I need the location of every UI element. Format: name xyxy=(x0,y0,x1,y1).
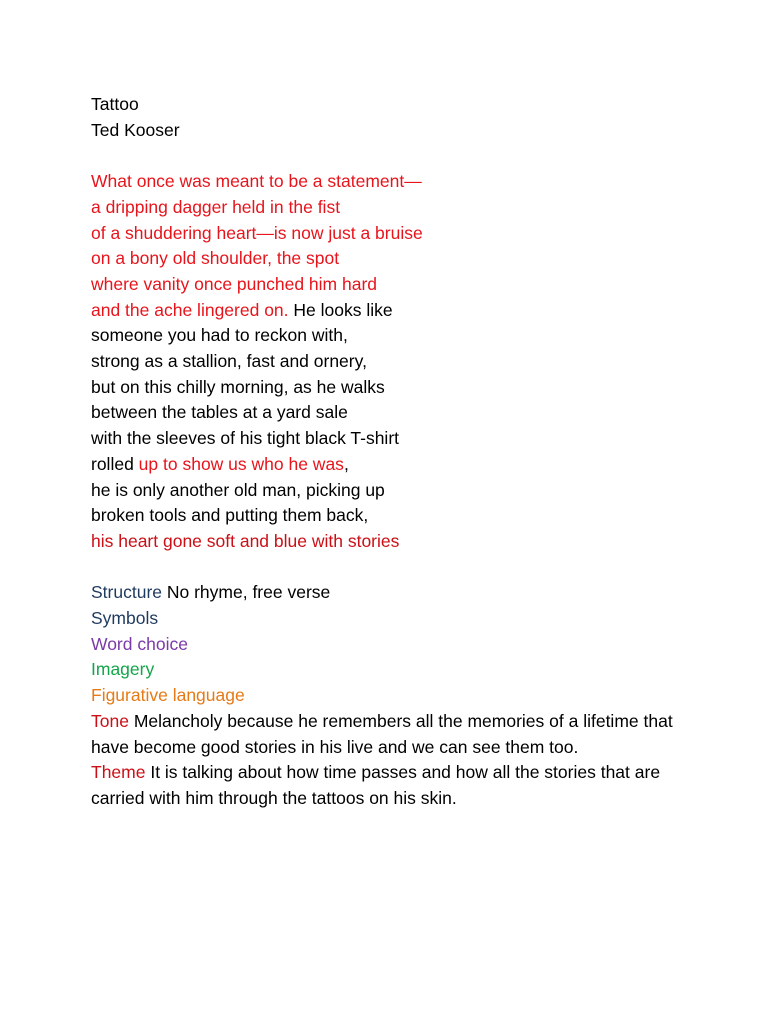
poem-line-text: He looks like xyxy=(288,299,393,320)
poem-line: his heart gone soft and blue with stories xyxy=(91,530,400,551)
poem-line-text: , xyxy=(343,453,349,474)
poem-line: strong as a stallion, fast and ornery, xyxy=(91,351,367,372)
poem-line-highlight: and the ache lingered on. xyxy=(91,299,289,320)
document-page xyxy=(91,92,731,812)
note-label: Theme xyxy=(91,762,146,783)
note-tone xyxy=(91,709,691,760)
poem-line: of a shuddering heart—is now just a bruise xyxy=(91,222,423,243)
note-label: Structure xyxy=(91,582,162,603)
note-structure xyxy=(91,580,731,606)
poem-line xyxy=(91,452,731,478)
note-imagery: Imagery xyxy=(91,659,155,680)
poem-line-text: rolled xyxy=(91,453,139,474)
note-symbols: Symbols xyxy=(91,608,159,629)
note-label: Tone xyxy=(91,710,129,731)
poem-line-highlight: up to show us who he was xyxy=(138,453,344,474)
note-text: Melancholy because he remembers all the memories of a lifetime that have become good stories in his live and we can see them too. xyxy=(91,710,673,757)
poem-line: between the tables at a yard sale xyxy=(91,402,348,423)
note-text: It is talking about how time passes and how all the stories that are carried with him through the tattoos on his skin. xyxy=(91,762,661,808)
spacer xyxy=(91,143,731,169)
poem-line: where vanity once punched him hard xyxy=(91,273,378,294)
poem-line: What once was meant to be a statement— xyxy=(91,171,422,192)
poem-author: Ted Kooser xyxy=(91,119,180,140)
note-text: No rhyme, free verse xyxy=(162,582,331,603)
poem-line: with the sleeves of his tight black T-shirt xyxy=(91,428,400,449)
poem-line: someone you had to reckon with, xyxy=(91,325,348,346)
poem-line xyxy=(91,298,731,324)
poem-line: he is only another old man, picking up xyxy=(91,479,385,500)
poem-line: but on this chilly morning, as he walks xyxy=(91,376,385,397)
poem-line: broken tools and putting them back, xyxy=(91,505,369,526)
poem-line: on a bony old shoulder, the spot xyxy=(91,248,340,269)
spacer xyxy=(91,555,731,581)
poem-line: a dripping dagger held in the fist xyxy=(91,196,341,217)
note-word-choice: Word choice xyxy=(91,633,188,654)
note-theme xyxy=(91,760,691,811)
poem-title: Tattoo xyxy=(91,94,139,114)
note-figurative-language: Figurative language xyxy=(91,685,245,706)
